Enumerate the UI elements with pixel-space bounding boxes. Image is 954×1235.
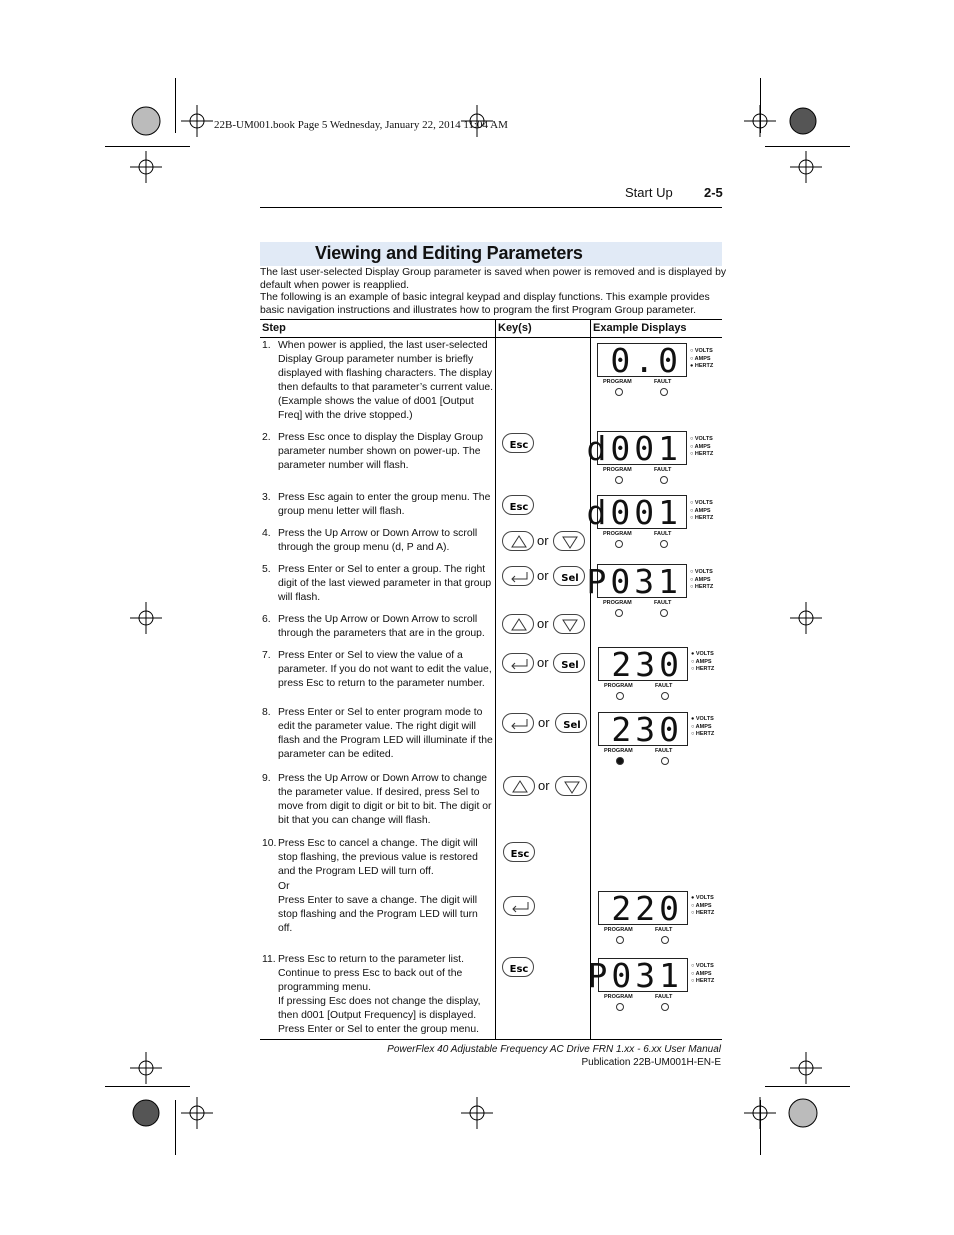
- step-text: Press Enter or Sel to enter program mode to edit the parameter value. The right digit will flash and the Program LED will illuminate if the parameter can be edited.: [278, 707, 493, 760]
- program-led: [615, 476, 623, 484]
- step-text: Press Esc again to enter the group menu. The group menu letter will flash.: [278, 492, 491, 517]
- fault-led: [661, 757, 669, 765]
- step-number: 7.: [262, 650, 271, 661]
- step-or: Or: [278, 881, 290, 892]
- unit-indicators: ○ VOLTS ○ AMPS ○ HERTZ: [691, 963, 715, 984]
- lcd-readout: 230: [598, 712, 688, 746]
- program-led-label: PROGRAM: [603, 600, 632, 606]
- step-number: 4.: [262, 528, 271, 539]
- enter-key-icon: [502, 653, 534, 673]
- column-header-displays: Example Displays: [593, 322, 687, 334]
- example-display: [598, 647, 720, 701]
- footer-publication: Publication 22B-UM001H-EN-E: [581, 1057, 721, 1068]
- program-led: [615, 540, 623, 548]
- up-arrow-key-icon: [503, 776, 535, 796]
- book-slug: 22B-UM001.book Page 5 Wednesday, January 22, 2014 11:04 AM: [214, 119, 508, 131]
- step-number: 2.: [262, 432, 271, 443]
- lcd-readout: P031: [597, 564, 687, 598]
- or-label: or: [537, 616, 549, 631]
- example-display: [598, 891, 720, 945]
- svg-text:Sel: Sel: [563, 720, 581, 731]
- sel-key-icon: [553, 653, 585, 673]
- lcd-readout: 220: [598, 891, 688, 925]
- unit-indicators: ○ VOLTS ○ AMPS ○ HERTZ: [690, 436, 714, 457]
- unit-indicators: ● VOLTS ○ AMPS ○ HERTZ: [691, 716, 715, 737]
- step-text: Press the Up Arrow or Down Arrow to scroll through the parameters that are in the group.: [278, 614, 485, 639]
- footer-manual-title: PowerFlex 40 Adjustable Frequency AC Drive FRN 1.xx - 6.xx User Manual: [387, 1044, 721, 1055]
- lcd-readout: d001: [597, 431, 687, 465]
- example-display: [587, 956, 720, 1012]
- up-arrow-key-icon: [502, 531, 534, 551]
- table-header-rule: [260, 337, 722, 338]
- step-number: 1.: [262, 340, 271, 351]
- lcd-readout: P031: [598, 958, 688, 992]
- sel-key-icon: [553, 566, 585, 586]
- table-column-divider: [590, 319, 591, 1039]
- unit-indicators: ● VOLTS ○ AMPS ○ HERTZ: [691, 895, 715, 916]
- program-led-label: PROGRAM: [603, 531, 632, 537]
- step-text: Press Esc to return to the parameter list. Continue to press Esc to back out of the programming menu.: [278, 954, 464, 993]
- step-number: 6.: [262, 614, 271, 625]
- table-top-rule: [260, 319, 722, 320]
- column-header-keys: Key(s): [498, 322, 532, 334]
- or-label: or: [537, 655, 549, 670]
- esc-key-icon: [502, 433, 534, 453]
- svg-text:Esc: Esc: [509, 502, 529, 513]
- step-text: Press Enter or Sel to view the value of a parameter. If you do not want to edit the value, press Esc to return to the parameter number.: [278, 650, 492, 689]
- step-text: Press Enter to save a change. The digit will stop flashing and the Program LED will turn off.: [278, 895, 478, 934]
- table-column-divider: [495, 319, 496, 1039]
- fault-led-label: FAULT: [655, 683, 673, 689]
- step-text: Press Esc once to display the Display Group parameter number shown on power-up. The parameter number will flash.: [278, 432, 484, 471]
- or-label: or: [537, 533, 549, 548]
- sel-key-icon: [555, 713, 587, 733]
- step-number: 3.: [262, 492, 271, 503]
- esc-key-icon: [503, 842, 535, 862]
- fault-led: [661, 1003, 669, 1011]
- step-number: 9.: [262, 773, 271, 784]
- unit-indicators: ○ VOLTS ○ AMPS ○ HERTZ: [690, 500, 714, 521]
- step-number: 10.: [262, 838, 277, 849]
- fault-led-label: FAULT: [654, 600, 672, 606]
- step-text: Press the Up Arrow or Down Arrow to scroll through the group menu (d, P and A).: [278, 528, 478, 553]
- svg-text:Esc: Esc: [509, 964, 529, 975]
- program-led-label: PROGRAM: [604, 683, 633, 689]
- program-led: [615, 388, 623, 396]
- fault-led-label: FAULT: [654, 467, 672, 473]
- unit-indicators: ○ VOLTS ○ AMPS ● HERTZ: [690, 348, 714, 369]
- up-arrow-key-icon: [502, 614, 534, 634]
- esc-key-icon: [502, 495, 534, 515]
- step-number: 5.: [262, 564, 271, 575]
- program-led-label: PROGRAM: [603, 379, 632, 385]
- example-display: [586, 562, 719, 618]
- program-led-label: PROGRAM: [604, 748, 633, 754]
- example-display: [586, 493, 719, 549]
- unit-indicators: ● VOLTS ○ AMPS ○ HERTZ: [691, 651, 715, 672]
- fault-led-label: FAULT: [654, 531, 672, 537]
- svg-text:Esc: Esc: [509, 440, 529, 451]
- or-label: or: [538, 715, 550, 730]
- down-arrow-key-icon: [553, 614, 585, 634]
- lcd-readout: 230: [598, 647, 688, 681]
- fault-led: [660, 540, 668, 548]
- program-led: [616, 757, 624, 765]
- program-led: [616, 936, 624, 944]
- example-display: [598, 712, 720, 766]
- svg-text:Sel: Sel: [561, 573, 579, 584]
- unit-indicators: ○ VOLTS ○ AMPS ○ HERTZ: [690, 569, 714, 590]
- section-title: Viewing and Editing Parameters: [315, 243, 583, 263]
- esc-key-icon: [502, 957, 534, 977]
- column-header-step: Step: [262, 322, 286, 334]
- step-number: 11.: [262, 954, 276, 965]
- fault-led: [660, 609, 668, 617]
- svg-text:Esc: Esc: [510, 849, 530, 860]
- step-number: 8.: [262, 707, 271, 718]
- program-led: [615, 609, 623, 617]
- header-section: Start Up: [625, 185, 673, 200]
- intro-paragraph-1: The last user-selected Display Group parameter is saved when power is removed and is displayed by default when power is reapplied.: [260, 267, 727, 291]
- program-led-label: PROGRAM: [603, 467, 632, 473]
- header-rule: [260, 207, 722, 208]
- svg-text:Sel: Sel: [561, 660, 579, 671]
- enter-key-icon: [502, 566, 534, 586]
- step-text: If pressing Esc does not change the display, then d001 [Output Frequency] is displayed. Press Enter or Sel to enter the group menu.: [278, 996, 481, 1035]
- fault-led: [660, 388, 668, 396]
- lcd-readout: d001: [597, 495, 687, 529]
- or-label: or: [537, 568, 549, 583]
- page-number: 2-5: [704, 185, 723, 200]
- program-led: [616, 692, 624, 700]
- fault-led: [661, 936, 669, 944]
- example-display: [597, 343, 719, 397]
- enter-key-icon: [502, 713, 534, 733]
- program-led-label: PROGRAM: [604, 927, 633, 933]
- fault-led-label: FAULT: [655, 748, 673, 754]
- fault-led-label: FAULT: [655, 994, 673, 1000]
- step-text: When power is applied, the last user-selected Display Group parameter number is briefly displayed with flashing characters. The display then defaults to that parameter’s current value. (Example shows the value of d001 [Output Freq] with the drive stopped.): [278, 340, 494, 421]
- step-text: Press Enter or Sel to enter a group. The right digit of the last viewed parameter in that group will flash.: [278, 564, 492, 603]
- table-bottom-rule: [260, 1039, 722, 1040]
- down-arrow-key-icon: [553, 531, 585, 551]
- intro-paragraph-2: The following is an example of basic integral keypad and display functions. This example provides basic navigation instructions and illustrates how to program the first Program Group parameter.: [260, 292, 710, 316]
- program-led: [616, 1003, 624, 1011]
- fault-led: [661, 692, 669, 700]
- step-text: Press the Up Arrow or Down Arrow to change the parameter value. If desired, press Sel to move from digit to digit or bit to bit. The digit or bit that you can change will flash.: [278, 773, 492, 826]
- or-label: or: [538, 778, 550, 793]
- fault-led: [660, 476, 668, 484]
- lcd-readout: 0.0: [597, 343, 687, 377]
- down-arrow-key-icon: [555, 776, 587, 796]
- fault-led-label: FAULT: [655, 927, 673, 933]
- enter-key-icon: [503, 896, 535, 916]
- fault-led-label: FAULT: [654, 379, 672, 385]
- example-display: [586, 429, 719, 485]
- program-led-label: PROGRAM: [604, 994, 633, 1000]
- step-text: Press Esc to cancel a change. The digit will stop flashing, the previous value is restored and the Program LED will turn off.: [278, 838, 478, 877]
